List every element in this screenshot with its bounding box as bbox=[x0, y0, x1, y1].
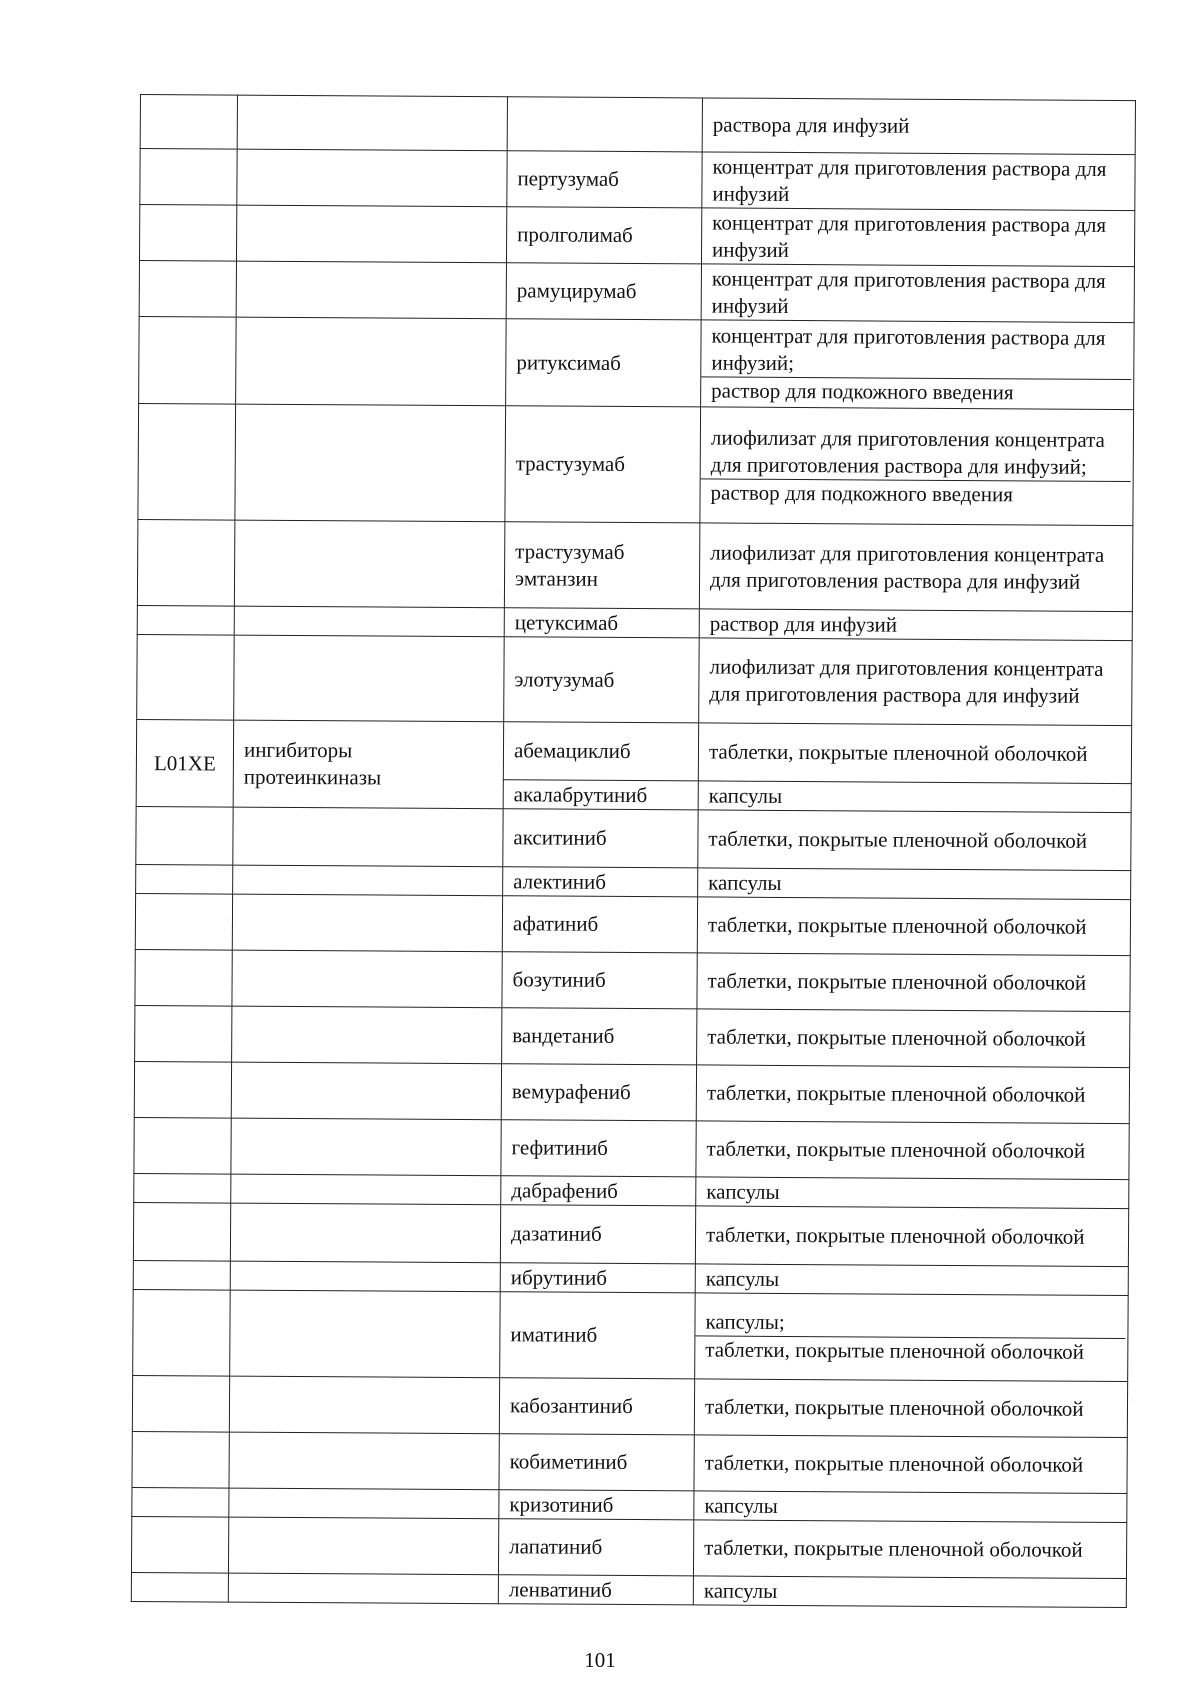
drug-name-cell: акситиниб bbox=[503, 809, 698, 868]
atc-code-cell bbox=[136, 806, 233, 865]
drug-name-cell: вандетаниб bbox=[502, 1008, 697, 1065]
drug-name-cell: кобиметиниб bbox=[499, 1434, 694, 1491]
pharmacological-group-cell bbox=[230, 1290, 501, 1378]
table-row bbox=[136, 806, 1131, 870]
drug-name-cell: ленватиниб bbox=[498, 1575, 693, 1605]
medication-table bbox=[131, 94, 1136, 1608]
drug-name-cell: цетуксимаб bbox=[504, 608, 699, 638]
drug-name-cell: кризотиниб bbox=[499, 1490, 694, 1520]
atc-code-cell bbox=[137, 519, 235, 606]
dosage-form-cell bbox=[702, 152, 1135, 211]
table-row bbox=[134, 1061, 1129, 1123]
dosage-form-cell bbox=[697, 897, 1130, 956]
atc-code-cell bbox=[140, 149, 237, 206]
table-row bbox=[135, 949, 1130, 1011]
pharmacological-group-cell bbox=[234, 520, 505, 608]
dosage-form-text: таблетки, покрытые пленочной оболочкой bbox=[707, 968, 1087, 995]
pharmacological-group-cell bbox=[234, 606, 504, 637]
drug-name-cell: дабрафениб bbox=[501, 1176, 696, 1206]
table-row bbox=[135, 893, 1130, 955]
dosage-form-text: концентрат для приготовления раствора для инфузий bbox=[711, 265, 1106, 318]
dosage-form-cell bbox=[701, 208, 1134, 267]
atc-code-cell bbox=[135, 949, 232, 1006]
dosage-form-text: таблетки, покрытые пленочной оболочкой bbox=[705, 1222, 1085, 1249]
drug-name-cell bbox=[507, 97, 702, 152]
dosage-form-cell bbox=[697, 953, 1130, 1012]
drug-name-cell: пертузумаб bbox=[507, 151, 702, 208]
dosage-form-cell bbox=[699, 523, 1133, 612]
dosage-form-text: таблетки, покрытые пленочной оболочкой bbox=[706, 1080, 1086, 1107]
dosage-form-text: раствор для подкожного введения bbox=[711, 378, 1014, 405]
dosage-form-text: лиофилизат для приготовления концентрата для приготовления раствора для инфузий bbox=[709, 539, 1105, 594]
table-row bbox=[133, 1202, 1128, 1266]
atc-code-cell bbox=[139, 260, 236, 317]
drug-name-cell: ибрутиниб bbox=[500, 1263, 695, 1293]
atc-code-cell bbox=[131, 1516, 228, 1573]
atc-code-cell bbox=[136, 864, 233, 894]
drug-name-cell: ритуксимаб bbox=[506, 319, 702, 407]
dosage-form-cell bbox=[701, 264, 1134, 323]
pharmacological-group-cell bbox=[228, 1573, 498, 1604]
drug-name-cell: абемациклиб bbox=[503, 722, 698, 781]
table-row bbox=[131, 1516, 1126, 1578]
atc-code-cell bbox=[133, 1202, 230, 1261]
dosage-form-text: раствор для инфузий bbox=[709, 610, 898, 637]
drug-name-cell: иматиниб bbox=[500, 1292, 696, 1379]
atc-code-cell bbox=[132, 1487, 229, 1517]
drug-name-cell: пролголимаб bbox=[506, 207, 701, 264]
table-row bbox=[139, 316, 1135, 409]
table-row bbox=[140, 149, 1135, 211]
pharmacological-group-cell bbox=[230, 1261, 500, 1292]
table-row bbox=[139, 260, 1134, 322]
atc-code-cell bbox=[139, 316, 237, 404]
pharmacological-group-cell bbox=[232, 950, 502, 1008]
table-row bbox=[137, 634, 1133, 725]
atc-code-cell bbox=[138, 403, 236, 520]
dosage-form-text: раствора для инфузий bbox=[712, 112, 910, 138]
pharmacological-group-cell bbox=[233, 807, 503, 867]
dosage-form-text: таблетки, покрытые пленочной оболочкой bbox=[705, 1337, 1084, 1364]
dosage-form-text: таблетки, покрытые пленочной оболочкой bbox=[708, 826, 1088, 853]
dosage-form-cell bbox=[696, 1065, 1129, 1124]
table-row bbox=[132, 1375, 1127, 1437]
dosage-form-text: таблетки, покрытые пленочной оболочкой bbox=[708, 739, 1088, 766]
dosage-form-cell bbox=[693, 1520, 1126, 1579]
pharmacological-group-cell bbox=[236, 317, 507, 406]
atc-code-cell bbox=[131, 1572, 228, 1602]
atc-code-cell bbox=[134, 1173, 231, 1203]
pharmacological-group-cell bbox=[232, 894, 502, 952]
drug-name-cell: лапатиниб bbox=[498, 1519, 693, 1576]
dosage-form-text: лиофилизат для приготовления концентрата для приготовления раствора для инфузий bbox=[709, 654, 1104, 708]
dosage-form-cell bbox=[694, 1491, 1127, 1523]
dosage-form-text: таблетки, покрытые пленочной оболочкой bbox=[707, 912, 1087, 939]
dosage-form-text: таблетки, покрытые пленочной оболочкой bbox=[704, 1450, 1084, 1477]
table-row bbox=[140, 95, 1135, 155]
atc-code-cell bbox=[133, 1260, 230, 1290]
table-row bbox=[132, 1431, 1127, 1493]
dosage-form-text: капсулы bbox=[708, 869, 782, 895]
drug-name-cell: элотузумаб bbox=[504, 637, 700, 723]
atc-code-cell bbox=[137, 634, 235, 720]
pharmacological-group-cell bbox=[236, 261, 506, 319]
dosage-form-cell bbox=[698, 723, 1131, 784]
dosage-form-text: таблетки, покрытые пленочной оболочкой bbox=[704, 1394, 1084, 1421]
table-row bbox=[138, 403, 1134, 525]
atc-code-cell bbox=[132, 1375, 229, 1432]
page-number: 101 bbox=[584, 1648, 616, 1672]
dosage-form-text: капсулы bbox=[706, 1178, 780, 1204]
dosage-form-text: таблетки, покрытые пленочной оболочкой bbox=[707, 1024, 1086, 1051]
pharmacological-group-cell bbox=[229, 1488, 499, 1519]
pharmacological-group-cell bbox=[230, 1203, 500, 1263]
dosage-form-text: раствор для подкожного введения bbox=[710, 479, 1013, 506]
drug-name-cell: алектиниб bbox=[503, 867, 698, 897]
atc-code-cell bbox=[135, 1005, 232, 1062]
pharmacological-group-cell bbox=[228, 1517, 498, 1575]
dosage-form-cell bbox=[695, 1264, 1128, 1296]
dosage-form-text: капсулы bbox=[704, 1492, 778, 1518]
table-row bbox=[139, 205, 1134, 267]
table-row bbox=[137, 519, 1133, 611]
dosage-form-text: лиофилизат для приготовления концентрата для приготовления раствора для инфузий; bbox=[700, 424, 1131, 482]
dosage-form-cell bbox=[695, 1293, 1129, 1382]
pharmacological-group-cell bbox=[229, 1376, 499, 1434]
table-row bbox=[134, 1117, 1129, 1179]
dosage-form-cell bbox=[701, 320, 1135, 410]
drug-name-cell: бозутиниб bbox=[502, 952, 697, 1009]
pharmacological-group-cell bbox=[232, 1006, 502, 1064]
table-row bbox=[131, 1572, 1126, 1607]
pharmacological-group-cell bbox=[233, 865, 503, 896]
drug-name-cell: дазатиниб bbox=[500, 1205, 695, 1264]
atc-code-cell bbox=[135, 893, 232, 950]
atc-code-cell bbox=[140, 95, 237, 150]
atc-code-cell bbox=[133, 1289, 231, 1376]
dosage-form-text: капсулы bbox=[703, 1577, 778, 1603]
pharmacological-group-cell bbox=[234, 635, 505, 722]
drug-name-cell: акалабрутиниб bbox=[503, 780, 698, 810]
dosage-form-cell bbox=[693, 1576, 1126, 1608]
drug-name-cell: рамуцирумаб bbox=[506, 263, 701, 320]
drug-name-cell: трастузумаб bbox=[505, 406, 701, 523]
dosage-form-cell bbox=[698, 781, 1131, 813]
dosage-form-text: капсулы bbox=[705, 1265, 780, 1291]
atc-code-cell bbox=[132, 1431, 229, 1488]
pharmacological-group-cell bbox=[237, 95, 507, 151]
atc-code-cell bbox=[134, 1061, 231, 1118]
atc-code-cell: L01XE bbox=[136, 719, 234, 807]
drug-name-cell: вемурафениб bbox=[501, 1064, 696, 1121]
pharmacological-group-cell bbox=[229, 1432, 499, 1490]
pharmacological-group-cell bbox=[237, 149, 507, 207]
dosage-form-cell bbox=[697, 1009, 1130, 1068]
table-row bbox=[133, 1289, 1129, 1381]
atc-code-cell bbox=[139, 205, 236, 262]
atc-code-cell bbox=[137, 605, 234, 635]
dosage-form-text: таблетки, покрытые пленочной оболочкой bbox=[704, 1535, 1083, 1562]
dosage-form-cell bbox=[698, 810, 1131, 871]
table-row bbox=[136, 719, 1131, 783]
dosage-form-cell bbox=[694, 1435, 1127, 1494]
atc-code-cell bbox=[134, 1117, 231, 1174]
drug-name-cell: гефитиниб bbox=[501, 1120, 696, 1177]
table-row bbox=[135, 1005, 1130, 1067]
dosage-form-text: концентрат для приготовления раствора для инфузий; bbox=[701, 322, 1132, 380]
dosage-form-cell bbox=[696, 1121, 1129, 1180]
dosage-form-text: капсулы bbox=[708, 782, 783, 808]
dosage-form-cell bbox=[698, 868, 1131, 900]
pharmacological-group-cell bbox=[235, 404, 506, 522]
dosage-form-text: таблетки, покрытые пленочной оболочкой bbox=[706, 1136, 1086, 1163]
dosage-form-text: концентрат для приготовления раствора для инфузий bbox=[712, 153, 1107, 206]
pharmacological-group-cell bbox=[236, 205, 506, 263]
table-body bbox=[131, 95, 1135, 1608]
dosage-form-cell bbox=[695, 1206, 1128, 1267]
dosage-form-cell bbox=[694, 1379, 1127, 1438]
dosage-form-text: концентрат для приготовления раствора для инфузий bbox=[711, 209, 1107, 262]
drug-name-cell: кабозантиниб bbox=[499, 1378, 694, 1435]
dosage-form-text: капсулы; bbox=[695, 1308, 1126, 1339]
drug-name-cell: трастузумаб эмтанзин bbox=[504, 522, 700, 609]
drug-name-cell: афатиниб bbox=[502, 896, 697, 953]
dosage-form-cell bbox=[702, 98, 1135, 155]
pharmacological-group-cell: ингибиторы протеинкиназы bbox=[233, 720, 504, 809]
pharmacological-group-cell bbox=[231, 1062, 501, 1120]
pharmacological-group-cell bbox=[231, 1118, 501, 1176]
pharmacological-group-cell bbox=[231, 1174, 501, 1205]
dosage-form-cell bbox=[700, 407, 1134, 526]
dosage-form-cell bbox=[699, 638, 1133, 726]
dosage-form-cell bbox=[696, 1177, 1129, 1209]
dosage-form-cell bbox=[699, 609, 1132, 641]
